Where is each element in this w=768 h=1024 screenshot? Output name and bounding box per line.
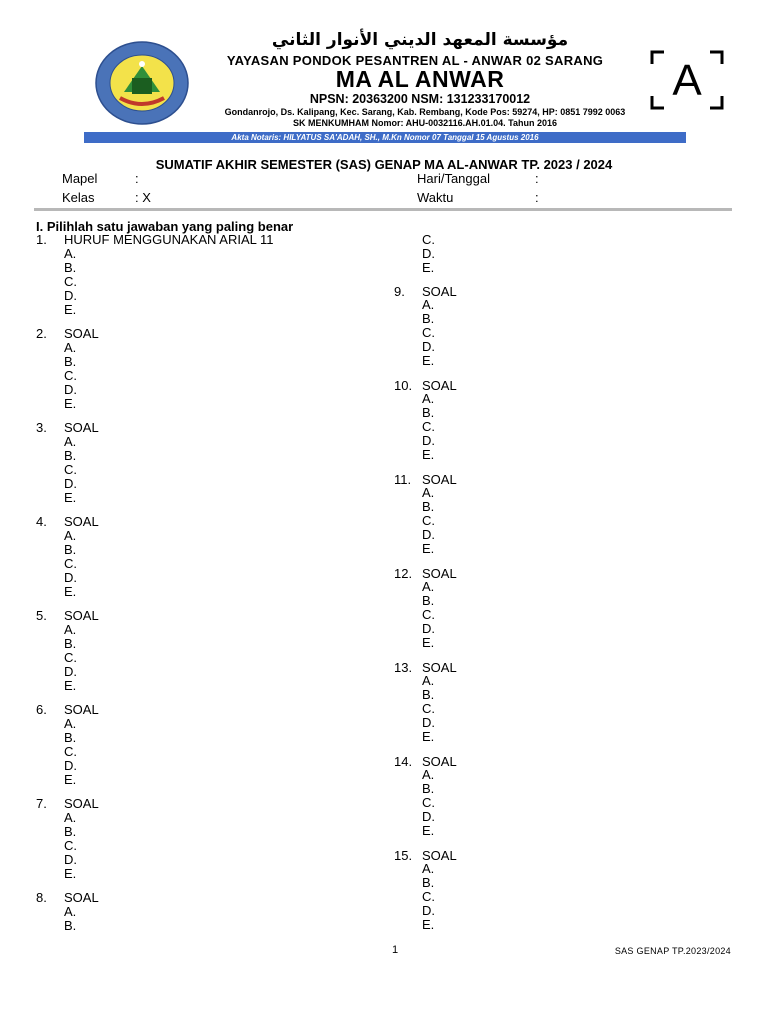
question-text: SOAL [64, 420, 99, 435]
answer-option: A. [64, 527, 77, 543]
question-number: 9. [394, 283, 405, 299]
answer-option: D. [64, 757, 77, 773]
school-name: MA AL ANWAR [335, 66, 505, 92]
sk-number: SK MENKUMHAM Nomor: AHU-0032116.AH.01.04. Tahun 2016 [292, 118, 558, 128]
school-address: Gondanrojo, Ds. Kalipang, Kec. Sarang, Kab. Rembang, Kode Pos: 59274, HP: 0851 7992 0063 [224, 107, 626, 117]
answer-option: B. [64, 353, 77, 369]
section-title: I. Pilihlah satu jawaban yang paling benar [36, 219, 294, 234]
exam-version-letter: A [672, 56, 702, 105]
answer-option: A. [422, 579, 435, 595]
question-text: SOAL [64, 890, 99, 905]
answer-option: E. [64, 865, 77, 881]
answer-option: B. [422, 593, 435, 609]
answer-option: C. [422, 889, 435, 905]
answer-option: B. [64, 823, 77, 839]
answer-option: C. [422, 232, 435, 247]
answer-option: A. [64, 715, 77, 731]
answer-option: C. [422, 513, 435, 529]
answer-option: A. [64, 621, 77, 637]
hari-label: Hari/Tanggal [417, 171, 490, 186]
answer-option: C. [64, 649, 77, 665]
question-number: 3. [36, 420, 47, 435]
answer-option: D. [422, 527, 435, 543]
answer-option: E. [422, 541, 435, 556]
question-text: SOAL [422, 377, 457, 393]
answer-option: B. [64, 635, 77, 651]
answer-option: A. [64, 245, 77, 261]
answer-option: A. [422, 485, 435, 501]
question-number: 2. [36, 326, 47, 341]
answer-option: D. [422, 903, 435, 919]
question-number: 14. [394, 753, 413, 769]
kelas-value: : X [135, 190, 151, 205]
answer-option: E. [422, 447, 435, 462]
question-text: SOAL [422, 847, 457, 863]
answer-option: D. [422, 245, 435, 261]
answer-option: E. [64, 677, 77, 693]
answer-option: C. [64, 555, 77, 571]
answer-option: A. [422, 861, 435, 877]
answer-option: C. [64, 273, 77, 289]
answer-option: C. [422, 607, 435, 623]
answer-option: C. [64, 461, 77, 477]
answer-option: A. [422, 297, 435, 313]
answer-option: A. [64, 433, 77, 449]
answer-option: D. [64, 569, 77, 585]
question-number: 12. [394, 565, 413, 581]
answer-option: B. [64, 917, 77, 933]
answer-option: A. [64, 339, 77, 355]
answer-option: B. [64, 447, 77, 463]
answer-option: D. [422, 621, 435, 637]
question-text: SOAL [422, 565, 457, 581]
foundation-name: YAYASAN PONDOK PESANTREN AL - ANWAR 02 SARANG [226, 53, 604, 68]
header-divider [34, 208, 732, 211]
answer-option: B. [64, 259, 77, 275]
answer-option: E. [422, 823, 435, 838]
answer-option: B. [422, 875, 435, 891]
answer-option: E. [422, 729, 435, 744]
footer-code: SAS GENAP TP.2023/2024 [614, 946, 731, 956]
answer-option: D. [64, 663, 77, 679]
answer-option: E. [422, 917, 435, 932]
hari-value: : [535, 171, 539, 186]
kelas-label: Kelas [62, 190, 95, 205]
question-text: SOAL [422, 471, 457, 487]
answer-option: E. [422, 259, 435, 275]
question-number: 8. [36, 890, 47, 905]
answer-option: B. [64, 729, 77, 745]
answer-option: E. [64, 395, 77, 411]
answer-option: E. [64, 301, 77, 317]
answer-option: A. [64, 809, 77, 825]
answer-option: C. [64, 837, 77, 853]
answer-option: B. [422, 405, 435, 421]
answer-option: A. [422, 673, 435, 689]
question-number: 13. [394, 659, 413, 675]
answer-option: E. [64, 489, 77, 505]
answer-option: B. [422, 687, 435, 703]
question-text: SOAL [64, 608, 99, 623]
question-text: SOAL [64, 514, 99, 529]
answer-option: B. [422, 499, 435, 515]
notary-text: Akta Notaris: HILYATUS SA'ADAH, SH., M.Kn Nomor 07 Tanggal 15 Agustus 2016 [231, 133, 539, 142]
waktu-value: : [535, 190, 539, 205]
answer-option: C. [422, 795, 435, 811]
question-text: SOAL [422, 659, 457, 675]
question-text: SOAL [422, 753, 457, 769]
waktu-label: Waktu [417, 190, 454, 205]
answer-option: A. [422, 391, 435, 407]
question-number: 5. [36, 608, 47, 623]
answer-option: C. [422, 419, 435, 435]
answer-option: D. [422, 339, 435, 355]
question-number: 10. [394, 377, 413, 393]
answer-option: D. [64, 475, 77, 491]
question-text: HURUF MENGGUNAKAN ARIAL 11 [64, 232, 274, 247]
arabic-foundation-name: مؤسسة المعهد الديني الأنوار الثاني [271, 30, 569, 50]
answer-option: C. [422, 701, 435, 717]
answer-option: C. [422, 325, 435, 341]
answer-option: E. [64, 583, 77, 599]
answer-option: B. [422, 311, 435, 327]
answer-option: B. [422, 781, 435, 797]
answer-option: D. [64, 287, 77, 303]
answer-option: E. [422, 635, 435, 650]
notary-band [84, 132, 686, 143]
answer-option: C. [64, 743, 77, 759]
question-number: 4. [36, 514, 47, 529]
question-text: SOAL [64, 796, 99, 811]
question-number: 6. [36, 702, 47, 717]
answer-option: D. [64, 381, 77, 397]
question-number: 1. [36, 232, 47, 247]
answer-option: D. [422, 715, 435, 731]
school-logo [94, 40, 190, 126]
question-text: SOAL [64, 326, 99, 341]
page-number: 1 [391, 944, 399, 956]
exam-title: SUMATIF AKHIR SEMESTER (SAS) GENAP MA AL-ANWAR TP. 2023 / 2024 [155, 157, 613, 172]
answer-option: D. [422, 433, 435, 449]
question-text: SOAL [422, 283, 457, 299]
answer-option: B. [64, 541, 77, 557]
question-number: 11. [394, 471, 412, 487]
answer-option: A. [64, 903, 77, 919]
answer-option: D. [64, 851, 77, 867]
question-text: SOAL [64, 702, 99, 717]
answer-option: C. [64, 367, 77, 383]
question-number: 7. [36, 796, 47, 811]
question-number: 15. [394, 847, 413, 863]
answer-option: A. [422, 767, 435, 783]
school-ids: NPSN: 20363200 NSM: 131233170012 [309, 92, 531, 106]
answer-option: E. [422, 353, 435, 368]
answer-option: D. [422, 809, 435, 825]
answer-option: E. [64, 771, 77, 787]
mapel-label: Mapel [62, 171, 98, 186]
mapel-value: : [135, 171, 139, 186]
